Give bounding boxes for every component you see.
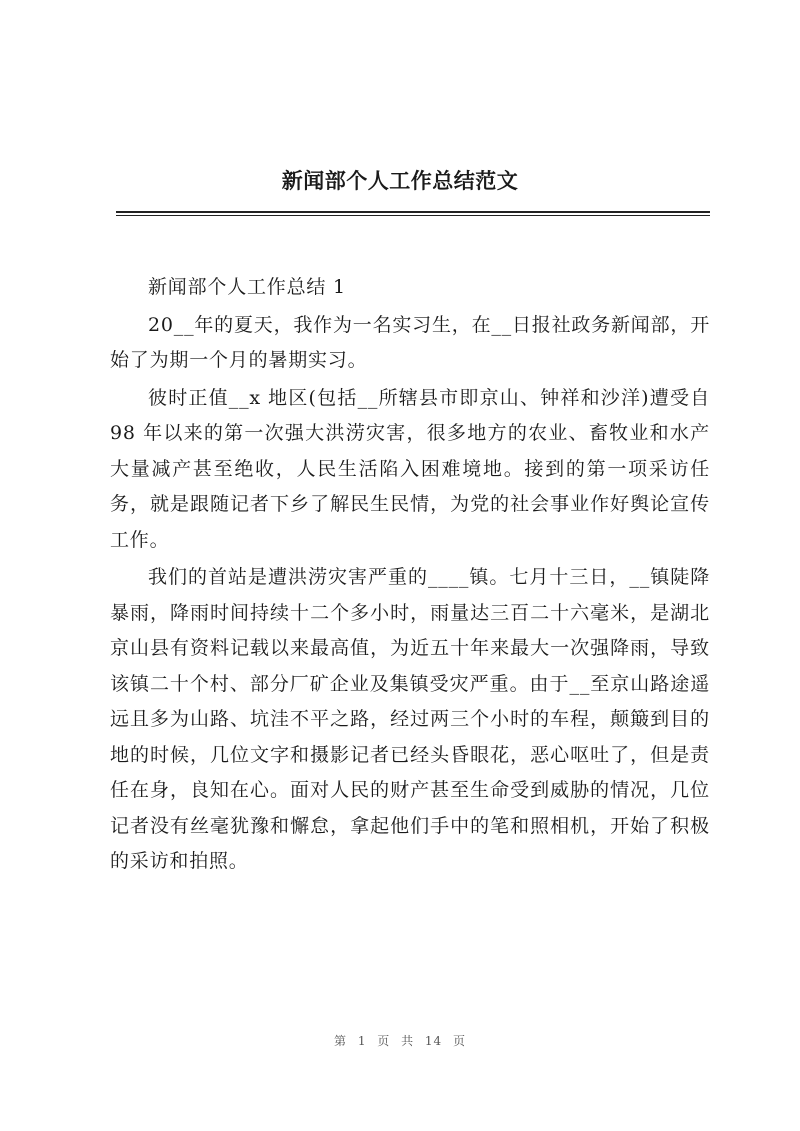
section-heading: 新闻部个人工作总结 1 [148,276,346,298]
page-footer: 第 1 页 共 14 页 [334,1034,466,1048]
paragraph: 20__年的夏天，我作为一名实习生，在__日报社政务新闻部，开始了为期一个月的暑期实习。 [110,313,710,371]
title-rule-thin [116,215,710,216]
paragraph: 彼时正值__x 地区(包括__所辖县市即京山、钟祥和沙洋)遭受自 98 年以来的第一次强大洪涝灾害，很多地方的农业、畜牧业和水产大量减产甚至绝收，人民生活陷入困难境地。接到的第一项采访任务，就是跟随记者下乡了解民生民情，为党的社会事业作好舆论宣传工作。 [110,386,710,551]
document-title: 新闻部个人工作总结范文 [281,168,519,193]
document-body [110,270,710,880]
title-rule-thick [116,211,710,213]
paragraph: 我们的首站是遭洪涝灾害严重的____镇。七月十三日，__镇陡降暴雨，降雨时间持续十二个多小时，雨量达三百二十六毫米，是湖北京山县有资料记载以来最高值，为近五十年来最大一次强降雨，导致该镇二十个村、部分厂矿企业及集镇受灾严重。由于__至京山路途遥远且多为山路、坑洼不平之路，经过两三个小时的车程，颠簸到目的地的时候，几位文字和摄影记者已经头昏眼花，恶心呕吐了，但是责任在身，良知在心。面对人民的财产甚至生命受到威胁的情况，几位记者没有丝毫犹豫和懈怠，拿起他们手中的笔和照相机，开始了积极的采访和拍照。 [110,566,710,872]
